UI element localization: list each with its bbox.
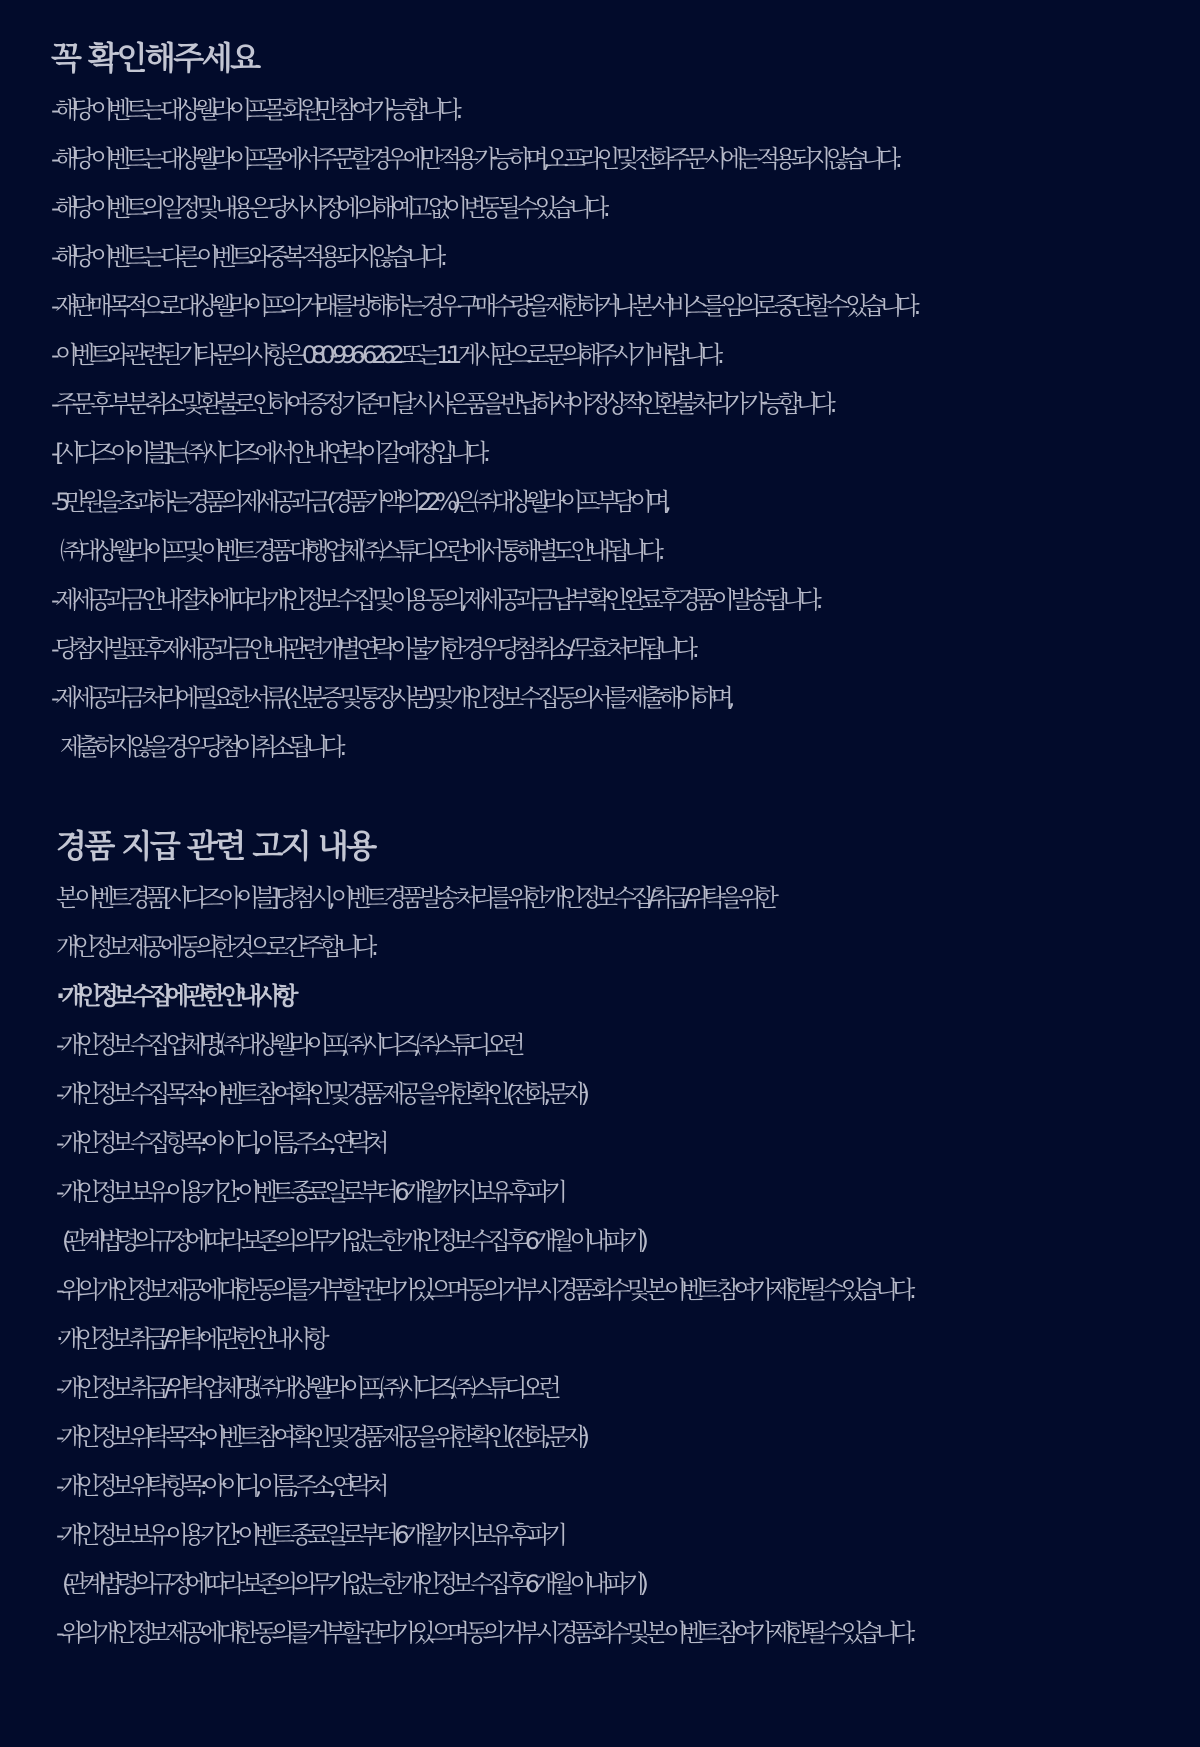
- notice-item: - 당첨자 발표 후 제세공과금 안내 관련 개별 연락이 불가한 경우 당첨 취소/ 무효 처리됩니다.: [51, 635, 694, 663]
- notice-item: - 5만원을 초과하는 경품의 제세공과금 (경품가액의 22%)은 ㈜대상웰라이프 부담이며,: [51, 488, 666, 516]
- privacy-intro: 본 이벤트 경품 [시디즈 아이블] 당첨 시, 이벤트 경품 발송 처리를 위한 개인정보 수집/취급/위탁을 위한: [56, 884, 773, 912]
- privacy-item: - 개인정보 수집 업체명: ㈜대상웰라이프, ㈜시디즈, ㈜스튜디오런: [56, 1031, 520, 1059]
- privacy-item: - 개인정보 취급/위탁 업체명: ㈜대상웰라이프, ㈜시디즈, ㈜스튜디오런: [56, 1374, 556, 1402]
- privacy-item-continuation: (관계법령의 규정에 따라 보존의 의무가 없는 한 개인정보 수집 후 6개월 이내 파기): [62, 1570, 643, 1598]
- privacy-intro: 개인정보 제공에 동의한 것으로 간주 합니다.: [56, 933, 373, 961]
- privacy-item: - 위의 개인정보 제공에 대한 동의를 거부할 권리가 있으며 동의 거부 시 경품 회수 및 본 이벤트 참여가 제한될 수 있습니다.: [56, 1619, 911, 1647]
- privacy-item: - 개인정보 수집 목적: 이벤트 참여 확인 및 경품 제공을 위한 확인 (전화, 문자): [56, 1080, 584, 1108]
- notice-section: [0, 39, 1200, 772]
- notice-item: - [시디즈 아이블]는 ㈜시디즈 에서 안내 연락이 갈 예정입니다.: [51, 439, 485, 467]
- notice-title: 꼭 확인해주세요: [51, 39, 259, 77]
- privacy-title: 경품 지급 관련 고지 내용: [56, 827, 375, 865]
- notice-item: - 이벤트와 관련된 기타 문의 사항은 080-996-6262 또는 1:1 게시판으로 문의해주시기 바랍니다.: [51, 341, 719, 369]
- notice-item-continuation: 제출하지 않을 경우 당첨이 취소됩니다.: [60, 733, 341, 761]
- notice-item: - 해당 이벤트의 일정 및 내용은 당사 사정에 의해 예고 없이 변동될 수 있습니다.: [51, 194, 605, 222]
- notice-item: - 제세공과금 처리에 필요한 서류 (신분증 및 통장사본) 및 개인정보 수집 동의서를 제출해야하며,: [51, 684, 730, 712]
- notice-item-continuation: ㈜대상웰라이프 및 이벤트 경품 대행 업체 ㈜스튜디오런에서 통해 별도 안내 됩니다.: [60, 537, 660, 565]
- notice-item: - 주문 후 부분 취소 및 환불로 인하여 증정 기준 미달 시 사은품을 반납하셔야 정상적인 환불처리가 가능합니다.: [51, 390, 832, 418]
- privacy-section: [0, 827, 1200, 1658]
- privacy-item: - 개인정보 수집 항목: 아이디, 이름, 주소, 연락처: [56, 1129, 384, 1157]
- privacy-item: - 위의 개인정보 제공에 대한 동의를 거부할 권리가 있으며 동의 거부 시 경품 회수 및 본 이벤트 참여가 제한될 수 있습니다.: [56, 1276, 911, 1304]
- notice-list: [0, 86, 1200, 772]
- privacy-item: - 개인정보 보유 이용기간: 이벤트 종료일로부터 6개월까지 보유 후 파기: [56, 1178, 562, 1206]
- privacy-subheading: · 개인정보 수집에 관한 안내 사항: [56, 982, 293, 1010]
- privacy-item: - 개인정보 위탁 목적: 이벤트 참여 확인 및 경품 제공을 위한 확인 (전화, 문자): [56, 1423, 584, 1451]
- privacy-item: - 개인정보 위탁 항목: 아이디, 이름, 주소, 연락처: [56, 1472, 384, 1500]
- notice-item: - 해당 이벤트는 대상웰라이프몰 회원만 참여 가능합니다.: [51, 96, 458, 124]
- notice-item: - 재판매 목적으로 대상웰라이프의 거래를 방해하는 경우 구매 수량을 제한하거나 본 서비스를 임의로 중단할 수 있습니다.: [51, 292, 916, 320]
- notice-item: - 해당 이벤트는 대상웰라이프몰에서 주문할 경우에만 적용 가능하며, 오프라인 및 전화주문 시에는 적용되지 않습니다.: [51, 145, 897, 173]
- notice-item: - 해당 이벤트는 다른 이벤트와 중복 적용되지 않습니다.: [51, 243, 442, 271]
- notice-item: - 제세공과금 안내 절차에 따라 개인정보 수집 및 이용 동의, 제세 공과금 납부 확인 완료 후 경품이 발송됩니다.: [51, 586, 818, 614]
- privacy-item-continuation: (관계법령의 규정에 따라 보존의 의무가 없는 한 개인정보 수집 후 6개월 이내 파기): [62, 1227, 643, 1255]
- privacy-item: - 개인정보 보유 이용기간: 이벤트 종료일로부터 6개월까지 보유 후 파기: [56, 1521, 562, 1549]
- privacy-list: [0, 874, 1200, 1658]
- privacy-subheading: · 개인정보 취급/위탁에 관한 안내 사항: [56, 1325, 324, 1353]
